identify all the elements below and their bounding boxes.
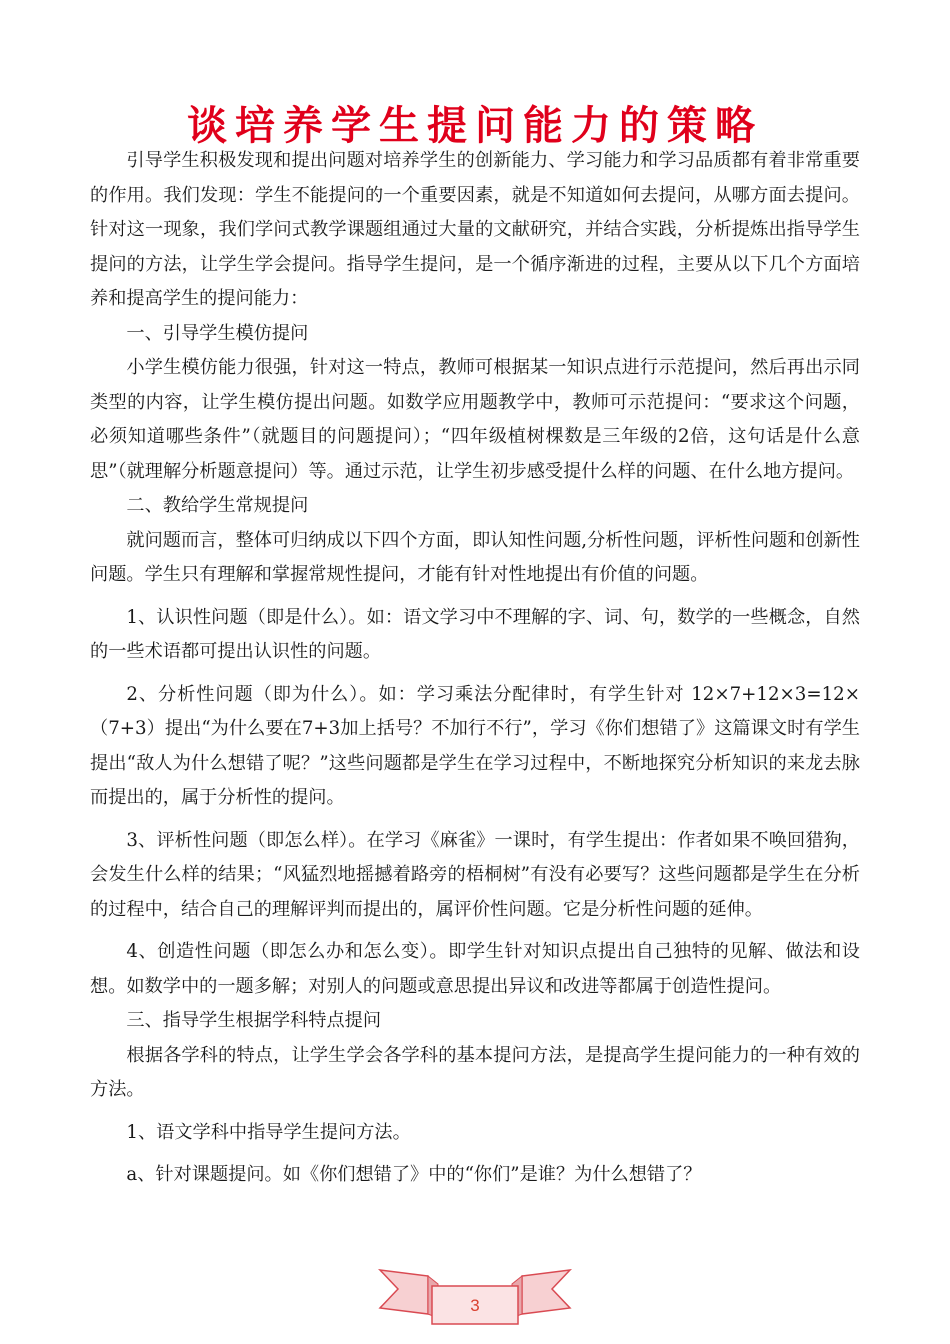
paragraph: 3、评析性问题（即怎么样）。在学习《麻雀》一课时，有学生提出：作者如果不唤回猎狗，会发生什么样的结果；“风猛烈地摇撼着路旁的梧桐树”有没有必要写？这些问题都是学生在分析的过程中，结合自己的理解评判而提出的，属评价性问题。它是分析性问题的延伸。 [90,829,860,920]
page-footer-ribbon [370,1262,580,1332]
paragraph: 就问题而言，整体可归纳成以下四个方面，即认知性问题,分析性问题，评析性问题和创新性问题。学生只有理解和掌握常规性提问，才能有针对性地提出有价值的问题。 [90,529,860,585]
document-title: 谈培养学生提问能力的策略 [187,103,763,149]
paragraph: 根据各学科的特点，让学生学会各学科的基本提问方法，是提高学生提问能力的一种有效的方法。 [90,1044,860,1100]
paragraph: 1、认识性问题（即是什么）。如：语文学习中不理解的字、词、句，数学的一些概念，自然的一些术语都可提出认识性的问题。 [90,606,860,662]
paragraph: a、针对课题提问。如《你们想错了》中的“你们”是谁？为什么想错了？ [126,1164,702,1185]
document-body [90,144,860,1193]
section-heading-2: 二、教给学生常规提问 [126,495,309,516]
page-number: 3 [470,1296,480,1315]
paragraph: 2、分析性问题（即为什么）。如：学习乘法分配律时，有学生针对 12×7+12×3=12×（7+3）提出“为什么要在7+3加上括号？不加行不行”，学习《你们想错了》这篇课文时有学生提出“敌人为什么想错了呢？”这些问题都是学生在学习过程中，不断地探究分析知识的来龙去脉而提出的，属于分析性的提问。 [90,683,860,808]
paragraph: 4、创造性问题（即怎么办和怎么变）。即学生针对知识点提出自己独特的见解、做法和设想。如数学中的一题多解；对别人的问题或意思提出异议和改进等都属于创造性提问。 [90,941,860,997]
paragraph: 1、语文学科中指导学生提问方法。 [126,1121,411,1143]
paragraph-intro: 引导学生积极发现和提出问题对培养学生的创新能力、学习能力和学习品质都有着非常重要的作用。我们发现：学生不能提问的一个重要因素，就是不知道如何去提问，从哪方面去提问。针对这一现象，我们学问式教学课题组通过大量的文献研究，并结合实践，分析提炼出指导学生提问的方法，让学生学会提问。指导学生提问，是一个循序渐进的过程，主要从以下几个方面培养和提高学生的提问能力： [90,150,860,309]
section-heading-1: 一、引导学生模仿提问 [126,322,309,344]
section-heading-3: 三、指导学生根据学科特点提问 [126,1010,382,1031]
paragraph: 小学生模仿能力很强，针对这一特点，教师可根据某一知识点进行示范提问，然后再出示同类型的内容，让学生模仿提出问题。如数学应用题教学中，教师可示范提问：“要求这个问题，必须知道哪些条件”（就题目的问题提问）；“四年级植树棵数是三年级的2倍，这句话是什么意思”（就理解分析题意提问）等。通过示范，让学生初步感受提什么样的问题、在什么地方提问。 [90,357,860,482]
